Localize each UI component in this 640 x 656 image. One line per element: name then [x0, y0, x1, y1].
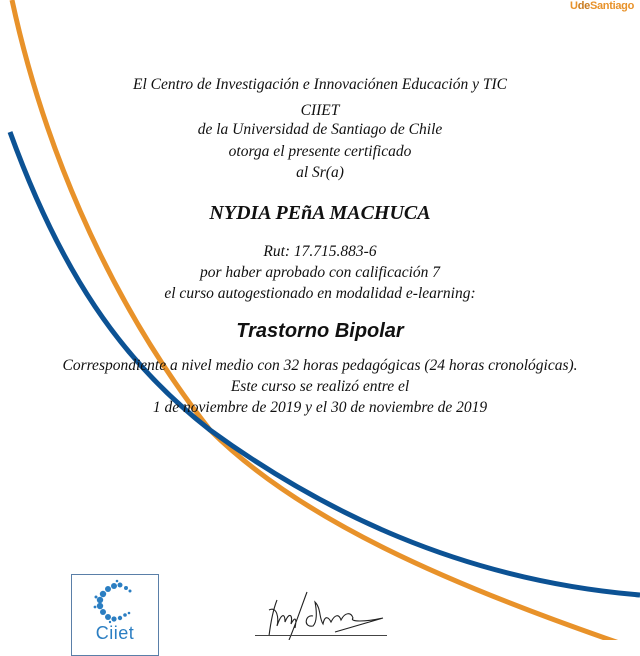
udesantiago-logo — [570, 0, 634, 12]
course-title: Trastorno Bipolar — [236, 320, 404, 342]
logo-emblem-icon — [574, 0, 634, 2]
header-line-4: otorga el presente certificado — [228, 143, 412, 160]
header-line-5: al Sr(a) — [296, 164, 344, 181]
recipient-name: NYDIA PEñA MACHUCA — [209, 202, 431, 224]
logo-de: de — [577, 0, 590, 12]
detail-line-2: Este curso se realizó entre el — [230, 378, 410, 395]
ciiet-logo — [71, 574, 159, 656]
signature — [255, 588, 425, 640]
logo-santiago: Santiago — [589, 0, 634, 12]
ciiet-dots-icon — [72, 577, 158, 627]
header-line-2: CIIET — [300, 102, 340, 119]
detail-line-1: Correspondiente a nivel medio con 32 horas pedagógicas (24 horas cronológicas). — [62, 357, 578, 374]
signature-line — [255, 635, 387, 636]
ciiet-label: Ciiet — [95, 623, 135, 643]
grade-line: por haber aprobado con calificación 7 — [199, 264, 441, 281]
rut-line: Rut: 17.715.883-6 — [263, 243, 377, 260]
modality-line: el curso autogestionado en modalidad e-learning: — [164, 285, 476, 302]
detail-line-3: 1 de noviembre de 2019 y el 30 de noviembre de 2019 — [152, 399, 488, 416]
logo-u: U — [570, 0, 578, 12]
header-line-1: El Centro de Investigación e Innovaciónen Educación y TIC — [133, 76, 507, 93]
header-line-3: de la Universidad de Santiago de Chile — [197, 121, 443, 138]
